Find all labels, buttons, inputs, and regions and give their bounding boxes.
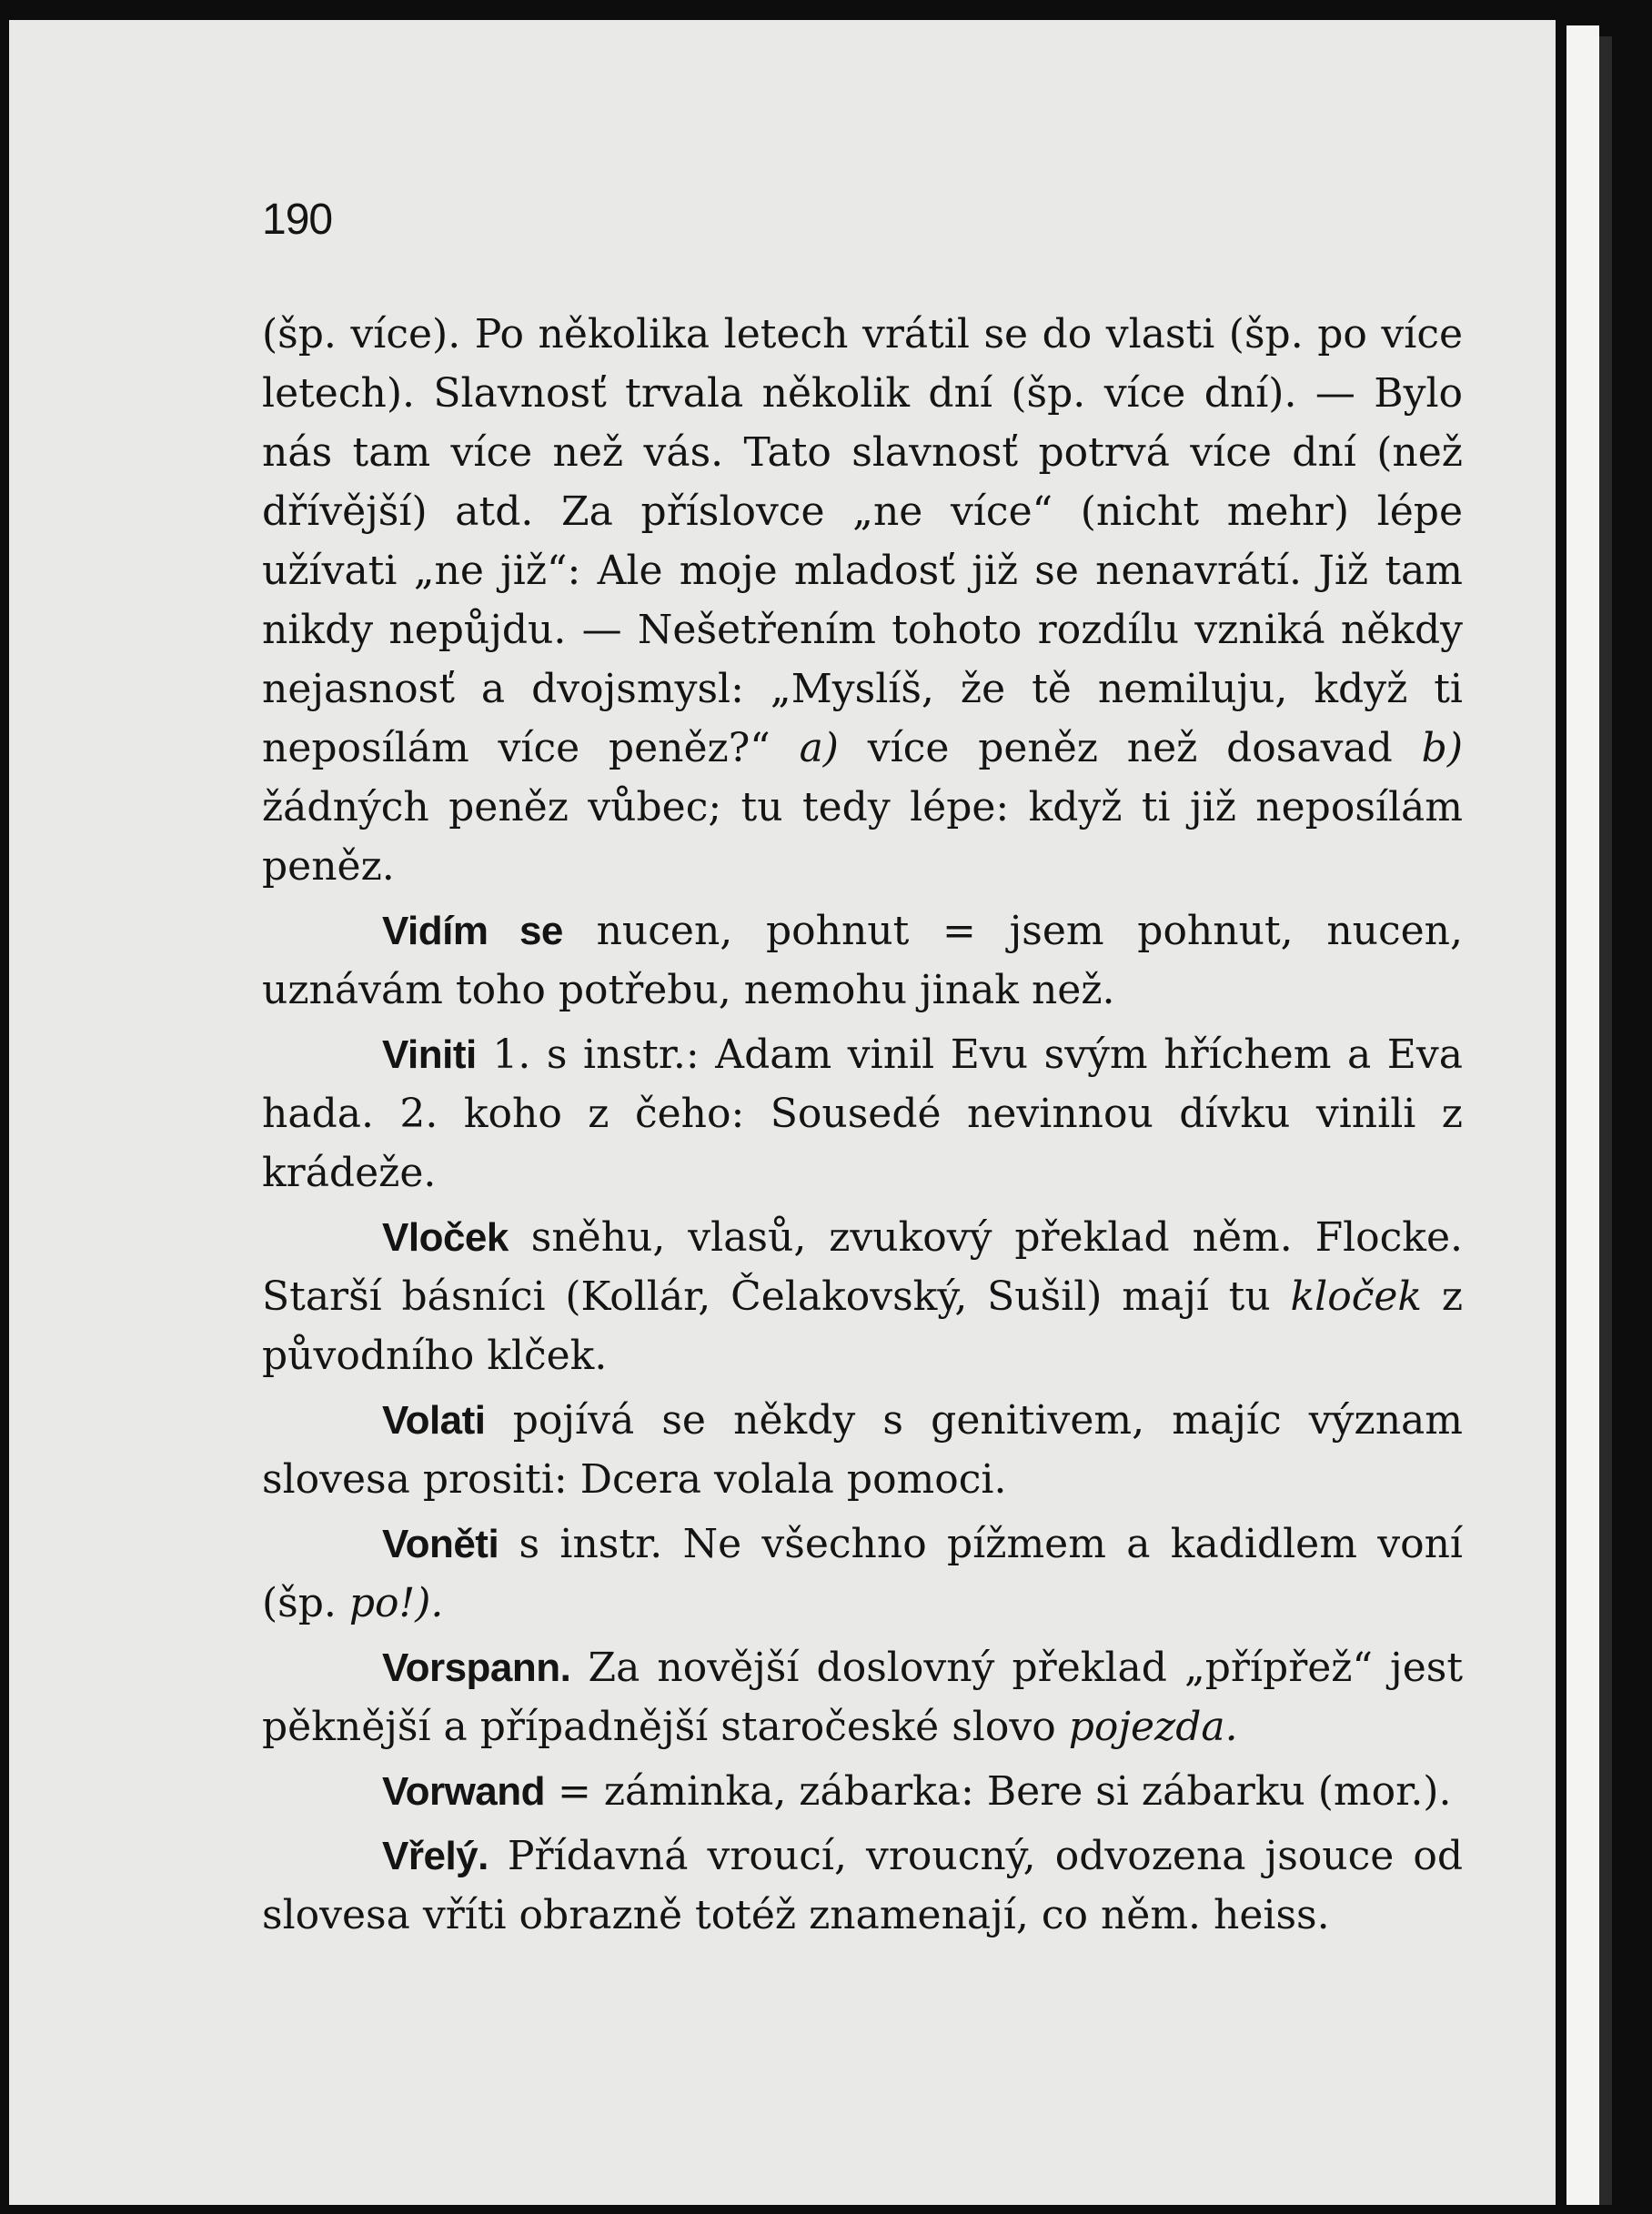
headword-vorwand: Vorwand [382,1769,546,1814]
entry-vlocek-text: sněhu, vlasů, zvukový překlad něm. Flocke. Starší básníci (Kollár, Čelakovský, Sušil) mají tu [262,1214,1463,1320]
page-number: 190 [262,196,333,244]
page-content [262,195,1463,1945]
page-edge [1566,25,1599,2205]
intro-text-3: žádných peněz vůbec; tu tedy lépe: když ti již neposílám peněz. [262,784,1463,890]
intro-text-1: (šp. více). Po několika letech vrátil se do vlasti (šp. po více letech). Slavnosť trvala několik dní (šp. více dní). — Bylo nás tam více než vás. Tato slavnosť potrvá více dní (než dřívější) atd. Za příslovce „ne více“ (nicht mehr) lépe užívati „ne již“: Ale moje mladosť již se nenavrátí. Již tam nikdy nepůjdu. — Nešetřením tohoto rozdílu vzniká někdy nejasnosť a dvojsmysl: „Myslíš, že tě nemiluju, když ti neposílám více peněz?“ [262,311,1463,771]
entry-vidim [262,901,1463,1020]
headword-vorspann: Vorspann. [382,1645,571,1690]
entry-vorwand-text: = záminka, zábarka: Bere si zábarku (mor.). [545,1768,1452,1815]
entry-voneti [262,1515,1463,1633]
intro-text-2: více peněz než dosavad [838,725,1422,771]
entry-vlocek [262,1208,1463,1385]
entry-vorspann [262,1638,1463,1756]
entry-vlocek-text-2: z původního klček. [262,1273,1463,1379]
entry-vorspann-italic: pojezda. [1068,1704,1238,1750]
headword-vlocek: Vloček [382,1215,509,1260]
headword-volati: Volati [382,1398,486,1443]
entry-viniti-text: 1. s instr.: Adam vinil Evu svým hříchem a Eva hada. 2. koho z čeho: Sousedé nevinnou dívku vinili z krádeže. [262,1032,1463,1196]
intro-paragraph [262,305,1463,896]
page-edge-shadow [1599,36,1612,2205]
entry-vlocek-italic: kloček [1290,1273,1423,1320]
entry-vrely-text: Přídavná vroucí, vroucný, odvozena jsouce od slovesa vříti obrazně totéž znamenají, co něm. heiss. [262,1833,1463,1938]
entry-vorspann-text: Za novější doslovný překlad „přípřež“ jest pěknější a případnější staročeské slovo [262,1645,1463,1750]
intro-marker-a: a) [799,725,839,771]
headword-voneti: Voněti [382,1522,499,1566]
headword-vrely: Vřelý. [382,1834,489,1878]
entry-vidim-text: nucen, pohnut = jsem pohnut, nucen, uznávám toho potřebu, nemohu jinak než. [262,908,1463,1013]
entry-vrely [262,1827,1463,1945]
entry-viniti [262,1025,1463,1203]
entry-volati [262,1391,1463,1509]
headword-viniti: Viniti [382,1032,477,1077]
entry-volati-text: pojívá se někdy s genitivem, majíc význam slovesa prositi: Dcera volala pomoci. [262,1397,1463,1503]
headword-vidim: Vidím se [382,909,563,953]
intro-marker-b: b) [1421,725,1463,771]
entry-voneti-text: s instr. Ne všechno pížmem a kadidlem voní (šp. [262,1521,1463,1626]
entry-vorwand [262,1762,1463,1821]
entry-voneti-italic: po!). [348,1580,444,1626]
